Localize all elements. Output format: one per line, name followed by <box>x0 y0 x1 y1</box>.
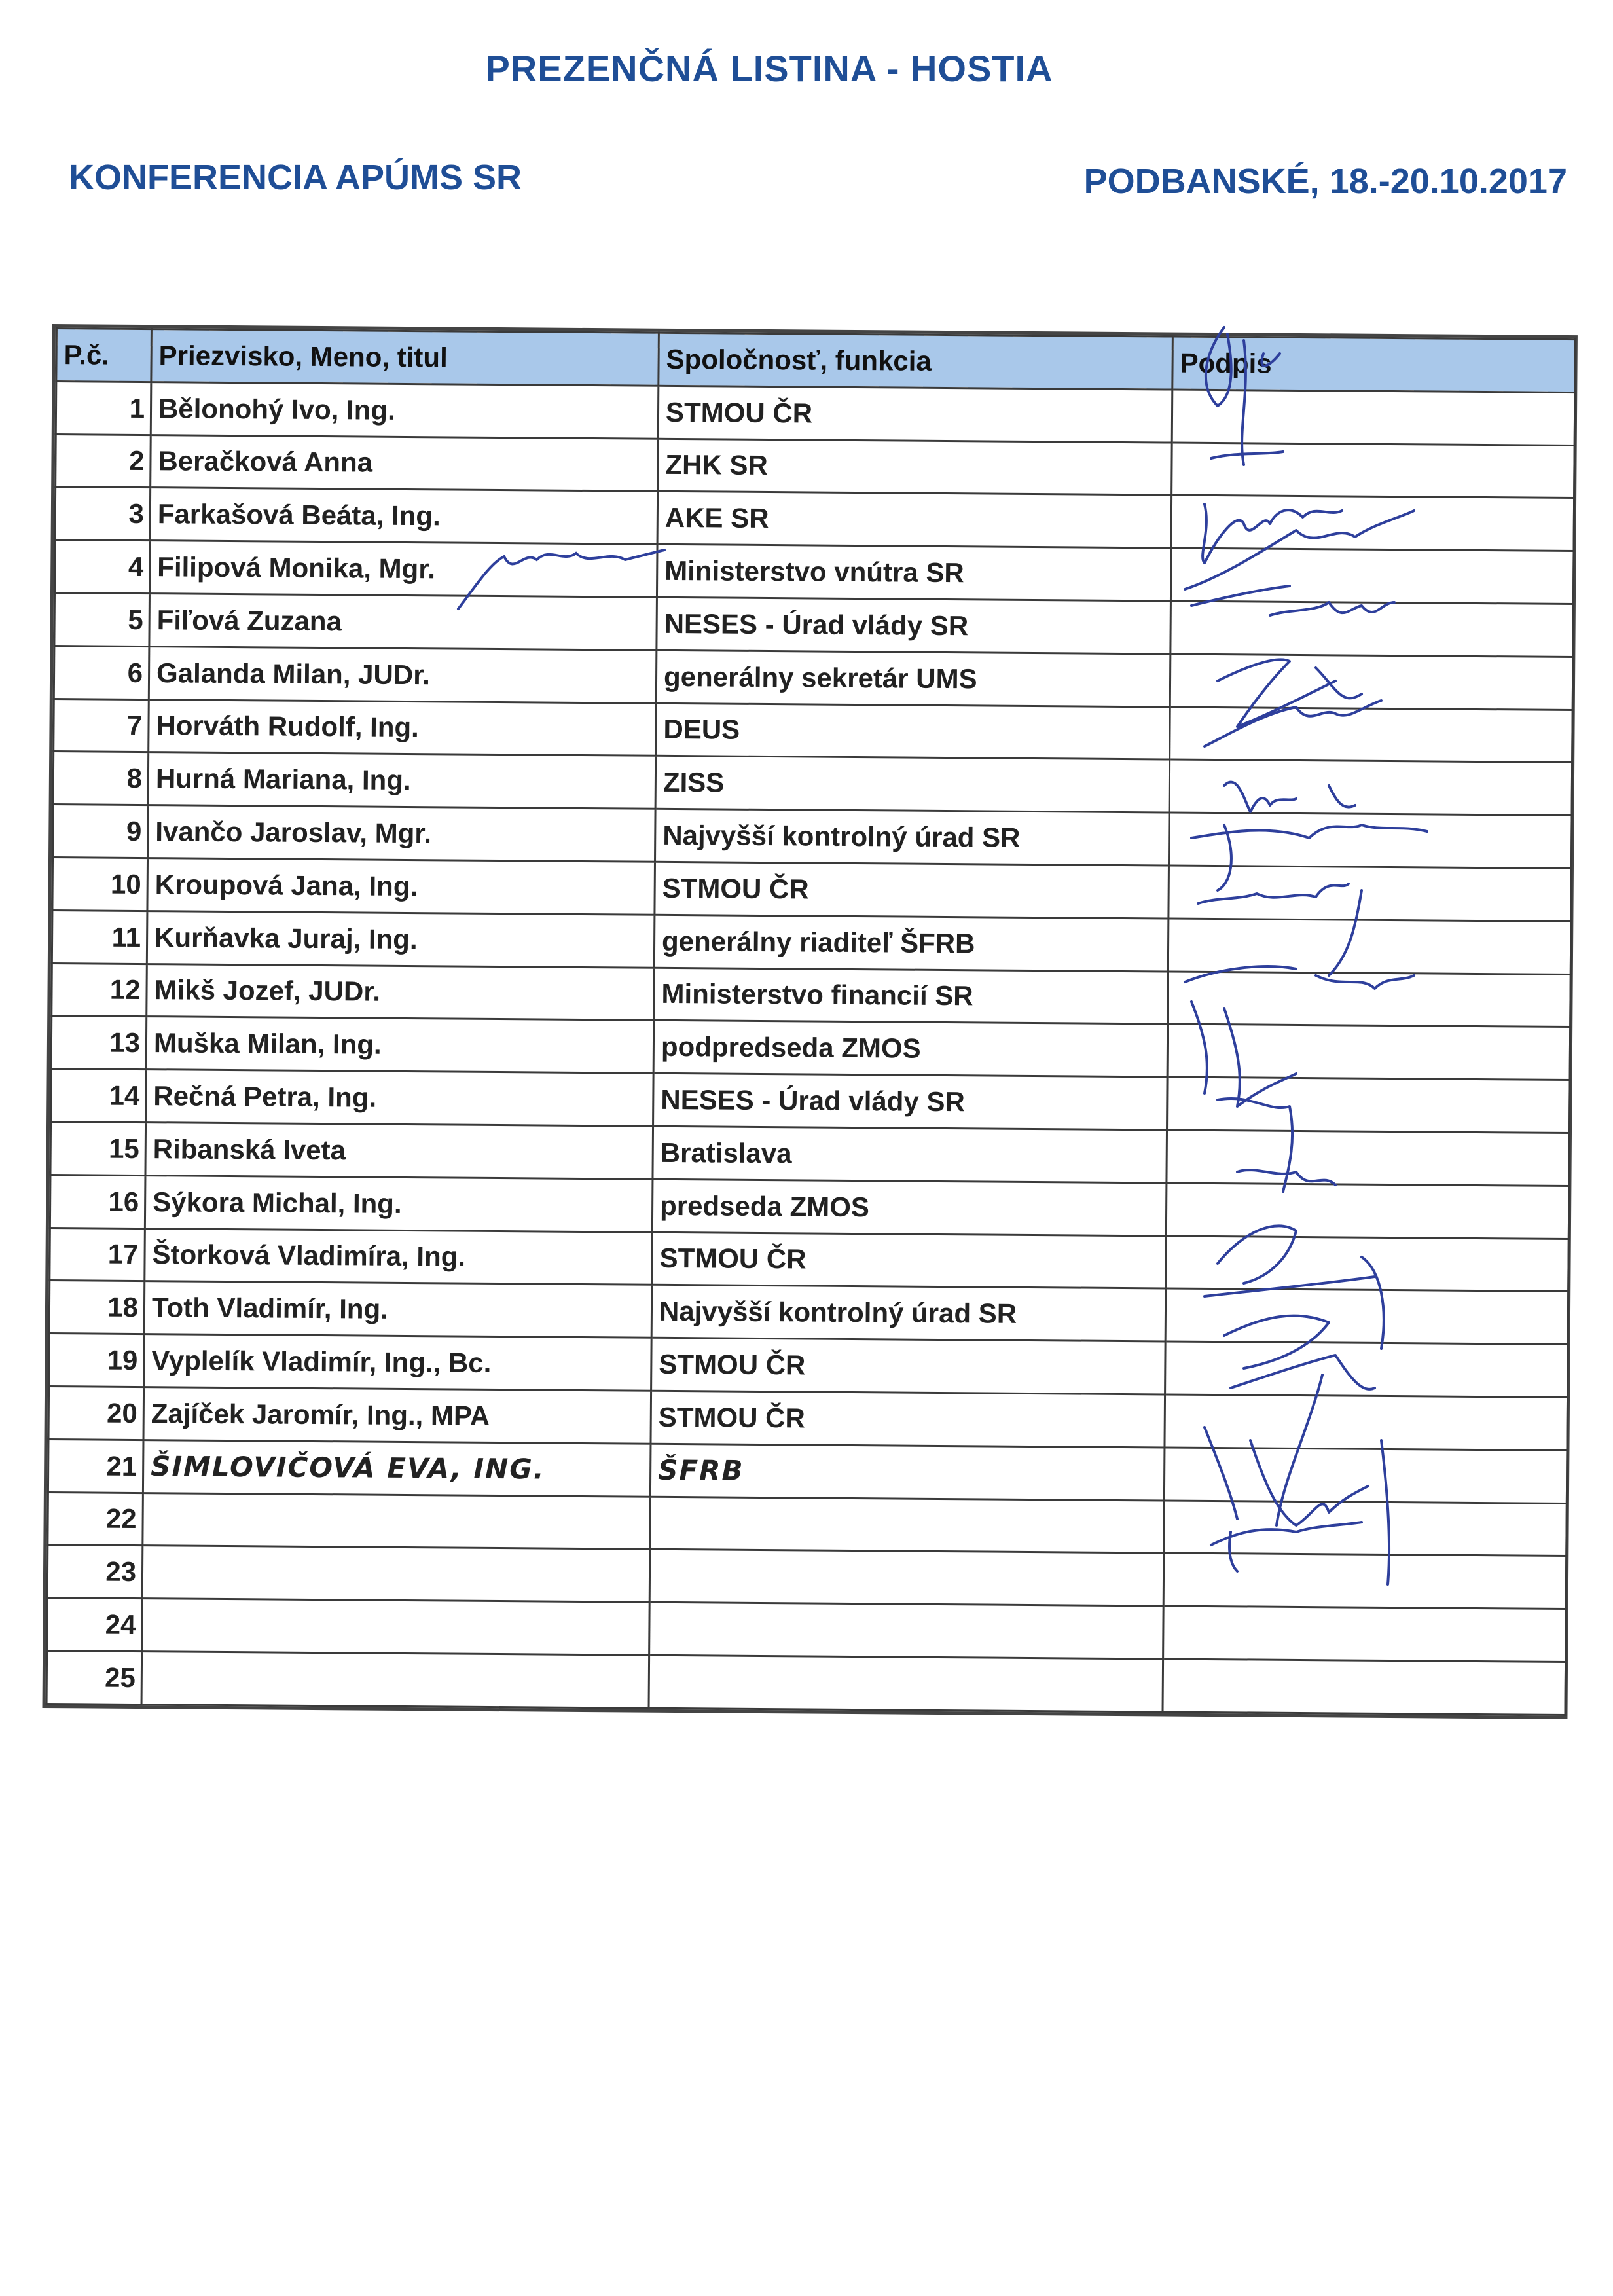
handwritten-scribble <box>452 537 668 615</box>
attendee-name: Rečná Petra, Ing. <box>146 1070 654 1126</box>
attendee-company <box>649 1655 1163 1712</box>
row-number: 5 <box>54 593 150 647</box>
attendee-company: NESES - Úrad vlády SR <box>657 597 1171 654</box>
row-number: 20 <box>48 1386 144 1440</box>
header-company: Spoločnosť, funkcia <box>659 333 1173 390</box>
row-number: 6 <box>54 646 149 699</box>
row-number: 3 <box>55 487 151 541</box>
attendee-name <box>143 1493 651 1549</box>
attendee-name: Muška Milan, Ing. <box>146 1017 654 1073</box>
row-number: 2 <box>56 434 151 488</box>
row-number: 24 <box>47 1598 143 1652</box>
attendee-name <box>142 1546 650 1602</box>
attendee-company: Ministerstvo vnútra SR <box>657 544 1171 601</box>
conference-name: KONFERENCIA APÚMS SR <box>69 158 522 197</box>
attendee-company: generálny sekretár UMS <box>656 650 1170 707</box>
document-title: PREZENČNÁ LISTINA - HOSTIA <box>485 48 1053 89</box>
attendee-company: STMOU ČR <box>658 386 1172 443</box>
row-number: 14 <box>51 1069 147 1123</box>
row-number: 7 <box>54 699 149 752</box>
attendee-company: podpredseda ZMOS <box>653 1021 1168 1078</box>
row-number: 1 <box>56 381 151 435</box>
attendee-name <box>142 1599 650 1655</box>
attendee-name: Mikš Jozef, JUDr. <box>147 964 655 1020</box>
attendee-company: STMOU ČR <box>651 1391 1165 1448</box>
attendee-name: Farkašová Beáta, Ing. <box>150 488 658 544</box>
signature-cell <box>1163 1659 1566 1715</box>
attendee-company: DEUS <box>656 703 1170 760</box>
attendee-name: Horváth Rudolf, Ing. <box>149 699 657 756</box>
attendee-name: Galanda Milan, JUDr. <box>149 646 657 702</box>
attendee-company: STMOU ČR <box>651 1338 1166 1394</box>
attendee-company: predseda ZMOS <box>652 1179 1167 1236</box>
attendee-name: Hurná Mariana, Ing. <box>148 752 656 809</box>
attendee-name: Beračková Anna <box>151 435 659 491</box>
attendee-company: Ministerstvo financií SR <box>654 968 1169 1025</box>
attendee-name: Filipová Monika, Mgr. <box>149 541 657 597</box>
place-and-date: PODBANSKÉ, 18.-20.10.2017 <box>1083 162 1567 201</box>
handwritten-signatures <box>1165 314 1571 1591</box>
attendee-company: Bratislava <box>653 1126 1167 1183</box>
attendee-company: ZISS <box>655 756 1170 813</box>
attendee-company <box>649 1550 1164 1607</box>
attendee-name: ŠIMLOVIČOVÁ EVA, ING. <box>143 1440 651 1496</box>
row-number: 25 <box>46 1650 142 1704</box>
row-number: 16 <box>50 1175 145 1228</box>
attendee-company: STMOU ČR <box>655 862 1169 919</box>
attendee-company: Najvyšší kontrolný úrad SR <box>655 809 1170 866</box>
row-number: 23 <box>47 1545 143 1599</box>
attendee-name: Vyplelík Vladimír, Ing., Bc. <box>144 1334 652 1391</box>
row-number: 19 <box>49 1334 145 1387</box>
signature-cell <box>1163 1606 1567 1662</box>
row-number: 11 <box>52 910 147 964</box>
attendee-company: ŠFRB <box>650 1444 1165 1501</box>
attendee-name: Kroupová Jana, Ing. <box>147 858 655 915</box>
row-number: 10 <box>52 857 148 911</box>
attendee-company: AKE SR <box>657 492 1172 549</box>
attendee-name: Sýkora Michal, Ing. <box>145 1175 653 1231</box>
row-number: 9 <box>53 805 149 858</box>
attendee-name: Ivančo Jaroslav, Mgr. <box>148 805 656 862</box>
attendee-company: ZHK SR <box>658 439 1172 496</box>
row-number: 4 <box>54 540 150 594</box>
row-number: 8 <box>53 752 149 805</box>
row-number: 18 <box>49 1281 145 1334</box>
attendee-company: STMOU ČR <box>652 1232 1167 1289</box>
row-number: 15 <box>50 1121 146 1175</box>
row-number: 22 <box>48 1492 143 1546</box>
row-number: 17 <box>50 1228 145 1281</box>
row-number: 21 <box>48 1439 143 1493</box>
attendee-name: Toth Vladimír, Ing. <box>144 1281 652 1338</box>
row-number: 13 <box>51 1016 147 1070</box>
header-signature: Podpis <box>1172 337 1576 392</box>
attendee-company <box>649 1602 1164 1659</box>
header-name: Priezvisko, Meno, titul <box>151 329 659 386</box>
attendee-company: NESES - Úrad vlády SR <box>653 1073 1168 1130</box>
attendee-name <box>141 1651 649 1707</box>
attendee-company: Najvyšší kontrolný úrad SR <box>651 1285 1166 1342</box>
table-row <box>46 1650 1566 1715</box>
attendee-name: Bělonohý Ivo, Ing. <box>151 382 659 438</box>
attendee-name: Ribanská Iveta <box>145 1123 653 1179</box>
header-number: P.č. <box>56 329 152 382</box>
attendee-name: Zajíček Jaromír, Ing., MPA <box>143 1387 651 1444</box>
attendee-name: Štorková Vladimíra, Ing. <box>145 1228 653 1285</box>
attendee-company <box>650 1497 1165 1554</box>
attendee-company: generálny riaditeľ ŠFRB <box>654 915 1169 972</box>
attendee-name: Kurňavka Juraj, Ing. <box>147 911 655 967</box>
attendee-name: Fiľová Zuzana <box>149 594 657 650</box>
row-number: 12 <box>52 963 147 1017</box>
